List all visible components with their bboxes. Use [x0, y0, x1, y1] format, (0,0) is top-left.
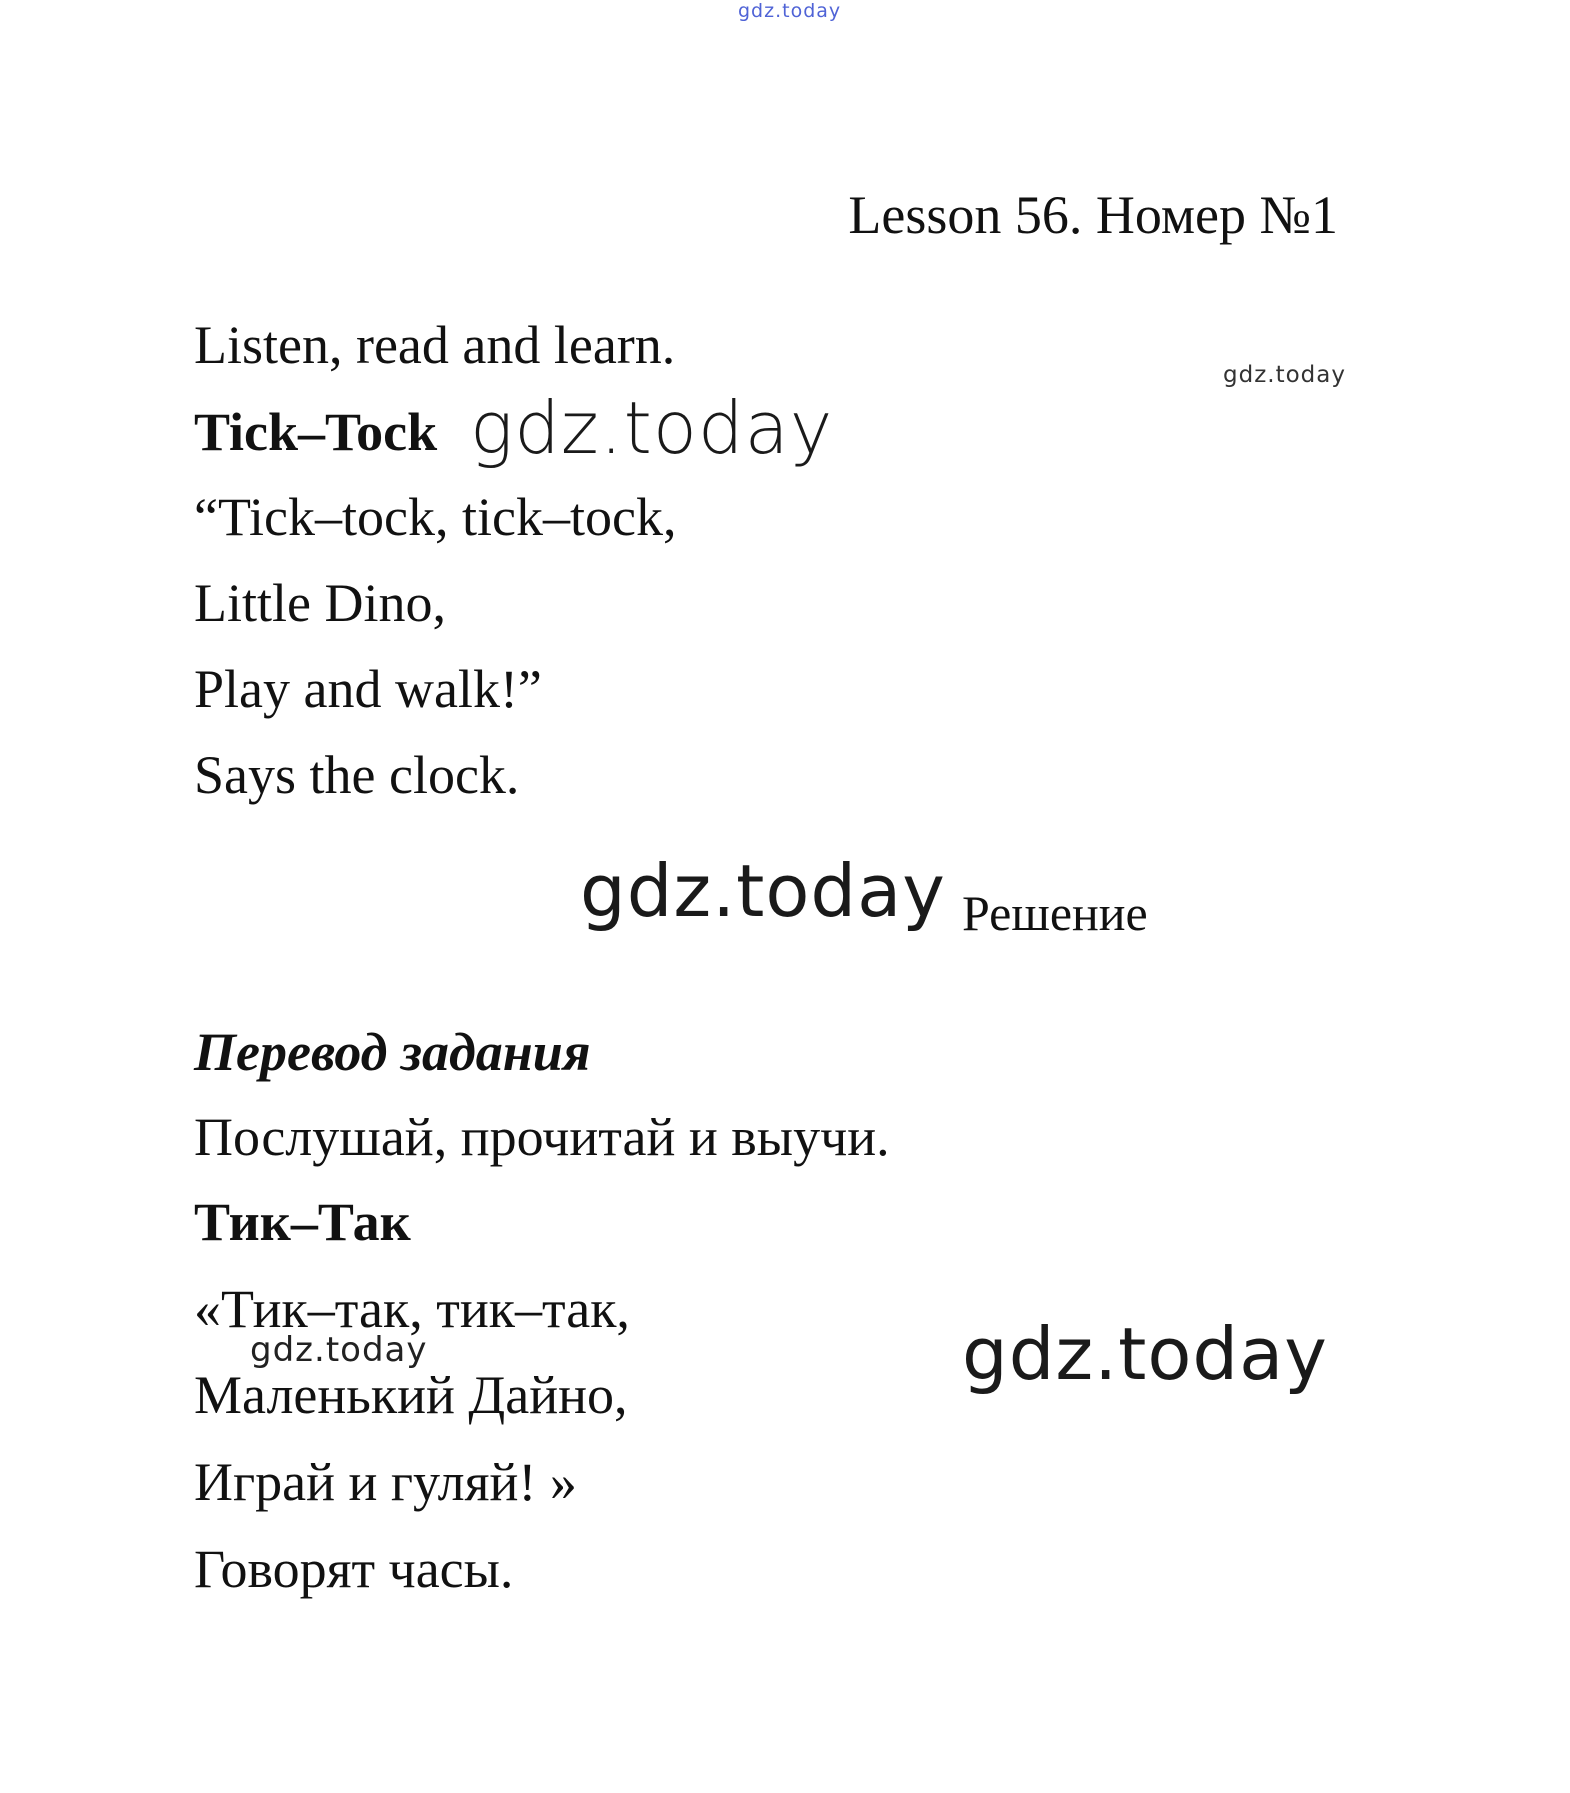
translation-line: Маленький Дайно, [194, 1365, 628, 1425]
poem-title: Tick–Tock [194, 402, 438, 462]
watermark-top: gdz.today [738, 0, 842, 22]
watermark-small-right: gdz.today [1223, 362, 1346, 388]
watermark-large-2: gdz.today [580, 849, 946, 933]
translation-heading: Перевод задания [194, 1022, 591, 1082]
translation-line: Играй и гуляй! » [194, 1452, 577, 1512]
lesson-title: Lesson 56. Номер №1 [848, 185, 1338, 245]
watermark-large-1: gdz.today [470, 386, 834, 470]
translation-poem-title: Тик–Так [194, 1192, 411, 1252]
translation-line: «Тик–так, тик–так, [194, 1279, 630, 1339]
translation-instruction: Послушай, прочитай и выучи. [194, 1107, 890, 1167]
poem-line: Play and walk!” [194, 659, 542, 719]
watermark-small-left: gdz.today [250, 1330, 428, 1370]
poem-line: “Tick–tock, tick–tock, [194, 487, 677, 547]
solution-label: Решение [962, 885, 1148, 941]
translation-line: Говорят часы. [194, 1539, 514, 1599]
watermark-large-3: gdz.today [962, 1312, 1328, 1396]
poem-line: Little Dino, [194, 573, 446, 633]
poem-line: Says the clock. [194, 745, 520, 805]
task-instruction: Listen, read and learn. [194, 315, 676, 375]
